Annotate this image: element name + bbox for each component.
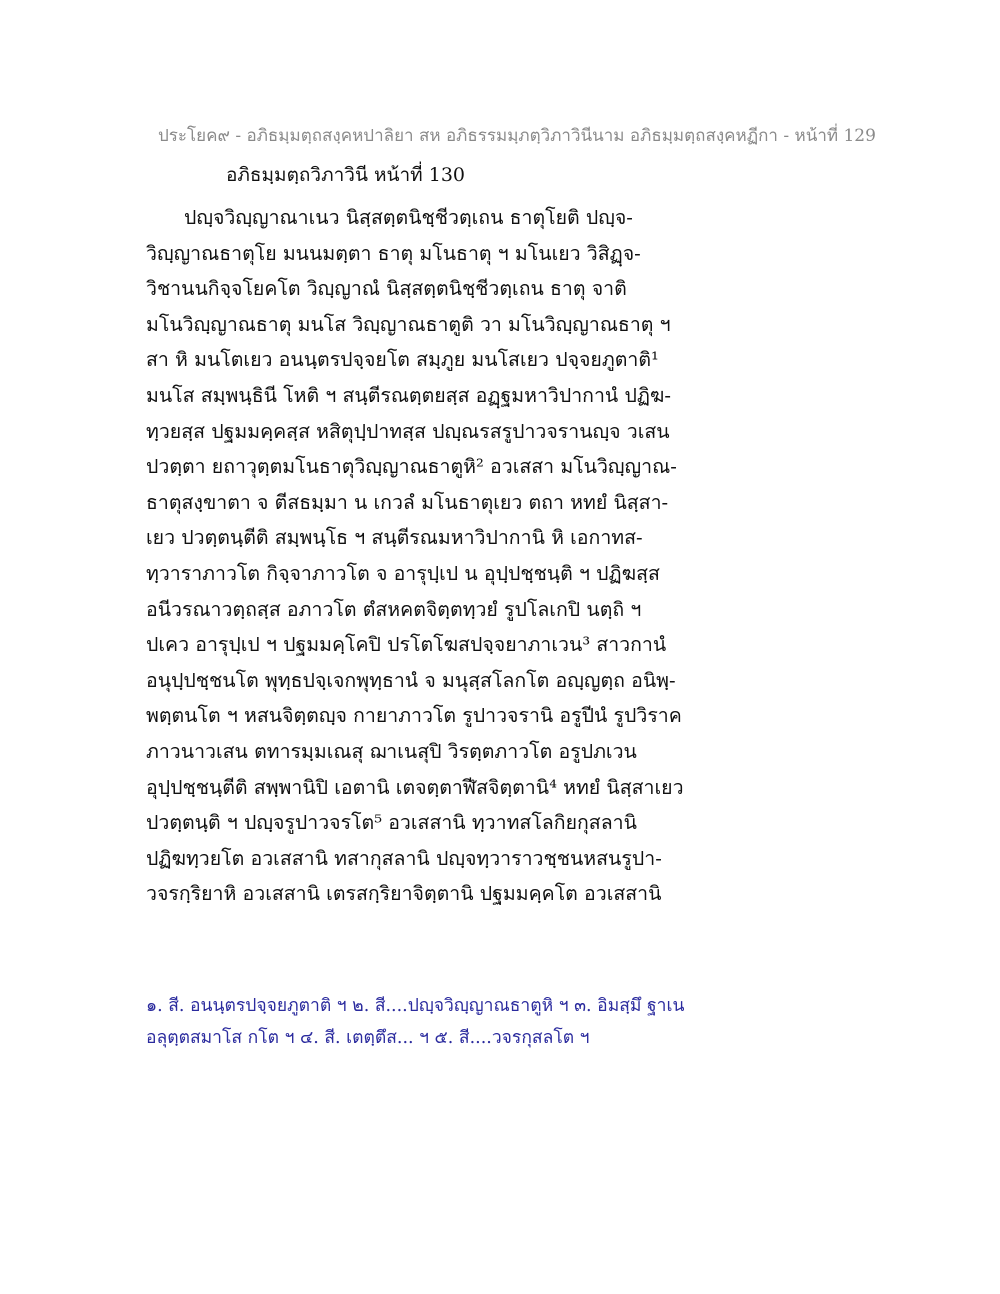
body-line: สา หิ มนโตเยว อนนฺตรปจฺจยโต สมฺภูย มนโสเยว ปจฺจยภูตาติ¹ [146, 348, 659, 372]
body-line: ทฺวยสฺส ปฐมมคฺคสฺส หสิตุปฺปาทสฺส ปญฺณรสรูปาวจรานญฺจ วเสน [146, 419, 670, 443]
body-line: ปวตฺตา ยถาวุตฺตมโนธาตุวิญฺญาณธาตูหิ² อวเสสา มโนวิญฺญาณ- [146, 455, 677, 479]
body-line: ทฺวาราภาวโต กิจฺจาภาวโต จ อารุปฺเป น อุปฺปชฺชนฺติ ฯ ปฏิฆสฺส [146, 561, 660, 585]
body-text [146, 200, 706, 912]
body-line: อุปฺปชฺชนฺตีติ สพฺพานิปิ เอตานิ เตจตฺตาฬีสจิตฺตานิ⁴ หทยํ นิสฺสาเยว [146, 775, 684, 799]
body-line: ปฏิฆทฺวยโต อวเสสานิ ทสากุสลานิ ปญฺจทฺวาราวชฺชนหสนรูปา- [146, 846, 662, 870]
footnotes [146, 990, 706, 1054]
body-line: ภาวนาวเสน ตทารมฺมเณสุ ฌาเนสุปิ วิรตฺตภาวโต อรูปภเวน [146, 739, 637, 763]
body-line: พตฺตนโต ฯ หสนจิตฺตญฺจ กายาภาวโต รูปาวจรานิ อรูปีนํ รูปวิราค [146, 704, 682, 728]
footnote-line: อลุตฺตสมาโส กโต ฯ ๔. สี. เตตฺตึส... ฯ ๕. สี....วจรกุสลโต ฯ [146, 1028, 590, 1048]
body-line: ปเคว อารุปฺเป ฯ ปฐมมคฺโคปิ ปรโตโฆสปจฺจยาภาเวน³ สาวกานํ [146, 633, 667, 657]
body-line: วจรกฺริยาหิ อวเสสานิ เตรสกฺริยาจิตฺตานิ ปฐมมคฺคโต อวเสสานิ [146, 882, 662, 906]
body-line: ธาตุสงฺขาตา จ ตีสธมฺมา น เกวลํ มโนธาตุเยว ตถา หทยํ นิสฺสา- [146, 490, 669, 514]
body-line: ปญฺจวิญฺญาณาเนว นิสฺสตฺตนิชฺชีวตฺเถน ธาตุโยติ ปญฺจ- [184, 206, 633, 229]
body-line: มโนวิญฺญาณธาตุ มนโส วิญฺญาณธาตูติ วา มโนวิญฺญาณธาตุ ฯ [146, 312, 671, 336]
page-title: อภิธมฺมตฺถวิภาวินี หน้าที่ 130 [226, 164, 465, 186]
body-line: มนโส สมฺพนฺธินี โหติ ฯ สนฺตีรณตฺตยสฺส อฏฺฐมหาวิปากานํ ปฏิฆ- [146, 383, 671, 407]
footnote-line: ๑. สี. อนนฺตรปจฺจยภูตาติ ฯ ๒. สี....ปญฺจวิญฺญาณธาตูหิ ฯ ๓. อิมสฺมึ ฐาเน [146, 996, 685, 1016]
body-line: ปวตฺตนฺติ ฯ ปญฺจรูปาวจรโต⁵ อวเสสานิ ทฺวาทสโลกิยกุสลานิ [146, 811, 637, 835]
body-line: เยว ปวตฺตนฺตีติ สมฺพนฺโธ ฯ สนฺตีรณมหาวิปากานิ หิ เอกาทส- [146, 526, 643, 550]
body-line: วิญฺญาณธาตุโย มนนมตฺตา ธาตุ มโนธาตุ ฯ มโนเยว วิสิฏฺจ- [146, 241, 641, 265]
body-line: วิชานนกิจฺจโยคโต วิญฺญาณํ นิสฺสตฺตนิชฺชีวตฺเถน ธาตุ จาติ [146, 277, 627, 301]
body-line: อนุปฺปชฺชนโต พุทฺธปจฺเจกพุทฺธานํ จ มนุสฺสโลกโต อญฺญตฺถ อนิพฺ- [146, 668, 676, 692]
running-header: ประโยค๙ - อภิธมฺมตฺถสงฺคหปาลิยา สห อภิธรรมมฺภตฺวิภาวินีนาม อภิธมฺมตฺถสงฺคหฏีกา - หน้าที่ 129 [158, 126, 876, 146]
body-line: อนีวรณาวตฺถสฺส อภาวโต ตํสหคตจิตฺตทฺวยํ รูปโลเกปิ นตฺถิ ฯ [146, 597, 642, 621]
